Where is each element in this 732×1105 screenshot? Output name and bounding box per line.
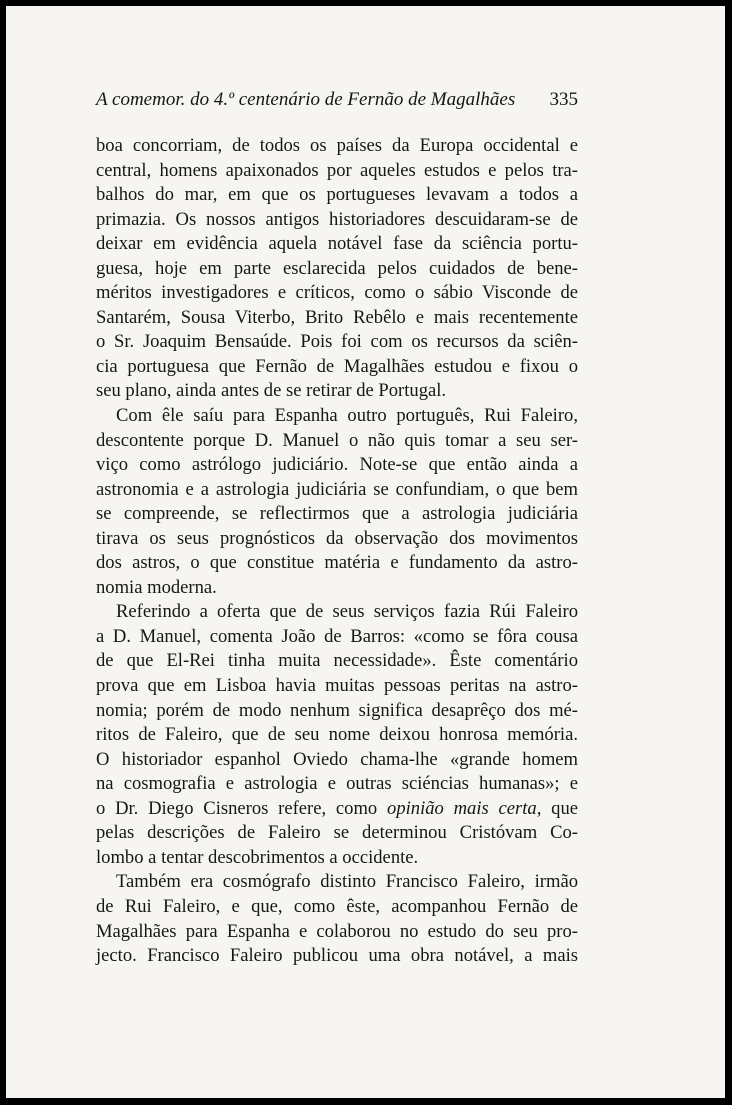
paragraph-1 <box>96 134 578 404</box>
text-line: Magalhães para Espanha e colaborou no estudo do seu pro- <box>96 920 578 942</box>
text-line: ritos de Faleiro, que de seu nome deixou honrosa memória. <box>96 724 578 746</box>
paragraph-2 <box>96 404 578 600</box>
page-number: 335 <box>549 89 578 110</box>
text-line: boa concorriam, de todos os países da Europa occidental e <box>96 135 578 156</box>
italic-phrase: opinião mais certa, <box>387 797 542 819</box>
text-line: deixar em evidência aquela notável fase da sciência portu- <box>96 233 578 255</box>
text-line: Com êle saíu para Espanha outro português, Rui Faleiro, <box>116 405 578 427</box>
text-segment: que <box>551 797 579 819</box>
text-line: dos astros, o que constitue matéria e fundamento da astro- <box>96 552 578 574</box>
text-line: jecto. Francisco Faleiro publicou uma obra notável, a mais <box>96 945 578 967</box>
text-segment: o Dr. Diego Cisneros refere, como <box>96 797 378 819</box>
text-line: na cosmografia e astrologia e outras sciéncias humanas»; e <box>96 773 578 795</box>
text-line: O historiador espanhol Oviedo chama-lhe «grande homem <box>96 748 578 770</box>
text-line: tirava os seus prognósticos da observação dos movimentos <box>96 527 578 549</box>
text-line: viço como astrólogo judiciário. Note-se que então ainda a <box>96 454 578 476</box>
text-line: de Rui Faleiro, e que, como êste, acompanhou Fernão de <box>96 895 578 917</box>
paragraph-4 <box>96 870 578 968</box>
text-line: cia portuguesa que Fernão de Magalhães estudou e fixou o <box>96 355 578 377</box>
book-page <box>6 6 725 1098</box>
text-line: descontente porque D. Manuel o não quis tomar a seu ser- <box>96 429 578 451</box>
text-line: pelas descrições de Faleiro se determinou Cristóvam Co- <box>96 822 578 844</box>
text-line: Santarém, Sousa Viterbo, Brito Rebêlo e mais recentemente <box>96 306 578 328</box>
body-text <box>96 134 578 969</box>
text-line: astronomia e a astrologia judiciária se confundiam, o que bem <box>96 478 578 500</box>
text-line: méritos investigadores e críticos, como o sábio Visconde de <box>96 282 578 304</box>
text-line: lombo a tentar descobrimentos a occidente. <box>96 846 419 868</box>
text-line: central, homens apaixonados por aqueles estudos e pelos tra- <box>96 159 578 181</box>
header-title: A comemor. do 4.º centenário de Fernão de Magalhães <box>96 89 516 110</box>
paragraph-3 <box>96 600 578 870</box>
text-line: de que El-Rei tinha muita necessidade». Êste comentário <box>96 650 578 672</box>
text-line: balhos do mar, em que os portugueses levavam a todos a <box>96 184 578 206</box>
text-line: o Sr. Joaquim Bensaúde. Pois foi com os recursos da sciên- <box>96 331 578 353</box>
text-line: se compreende, se reflectirmos que a astrologia judiciária <box>96 503 578 525</box>
text-line: nomia; porém de modo nenhum significa desaprêço dos mé- <box>96 699 578 721</box>
text-line: guesa, hoje em parte esclarecida pelos cuidados de bene- <box>96 257 578 279</box>
text-line: Referindo a oferta que de seus serviços fazia Rúi Faleiro <box>116 601 578 623</box>
text-line: seu plano, ainda antes de se retirar de Portugal. <box>96 380 447 402</box>
text-line-with-italic <box>96 797 578 822</box>
text-line: prova que em Lisboa havia muitas pessoas peritas na astro- <box>96 675 578 697</box>
text-line: Também era cosmógrafo distinto Francisco Faleiro, irmão <box>116 871 578 893</box>
running-header <box>96 89 578 111</box>
text-line: a D. Manuel, comenta João de Barros: «como se fôra cousa <box>96 625 578 647</box>
text-line: primazia. Os nossos antigos historiadores descuidaram-se de <box>96 208 578 230</box>
text-line: nomia moderna. <box>96 576 217 598</box>
